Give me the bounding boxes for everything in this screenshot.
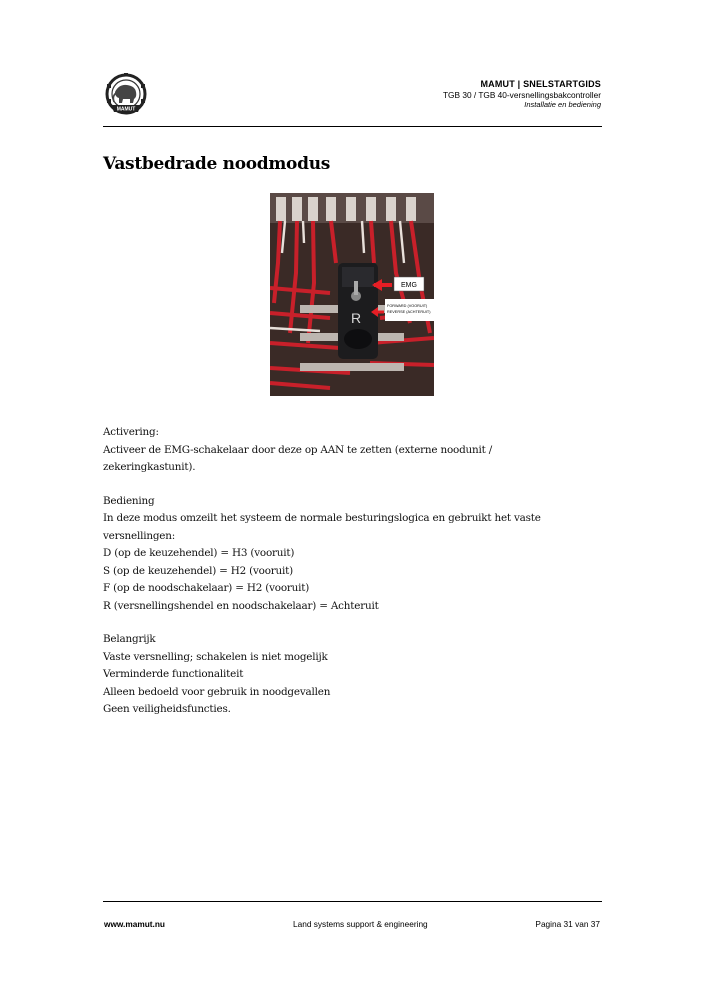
header-block xyxy=(443,79,601,110)
important-title: Belangrijk xyxy=(103,633,156,645)
important-line: Alleen bedoeld voor gebruik in noodgevallen xyxy=(103,685,331,698)
important-line: Geen veiligheidsfuncties. xyxy=(103,703,231,715)
header-section: Installatie en bediening xyxy=(524,100,601,109)
operation-intro: In deze modus omzeilt het systeem de normale besturingslogica en gebruikt het vaste versnellingen: xyxy=(103,512,541,542)
important-line: Vaste versnelling; schakelen is niet mogelijk xyxy=(103,650,328,663)
reverse-label: REVERSE (ACHTERUIT) xyxy=(387,310,431,314)
header-subtitle: TGB 30 / TGB 40-versnellingsbakcontroller xyxy=(442,90,601,100)
footer-rule xyxy=(103,901,602,902)
operation-title: Bediening xyxy=(103,494,155,507)
mamut-logo xyxy=(101,72,151,116)
activation-text: Activeer de EMG-schakelaar door deze op AAN te zetten (externe noodunit / zekeringkastunit). xyxy=(103,443,493,473)
footer-tagline: Land systems support & engineering xyxy=(293,919,428,929)
header-title: MAMUT | SNELSTARTGIDS xyxy=(480,79,601,89)
emergency-switch-photo xyxy=(270,193,434,396)
operation-line: F (op de noodschakelaar) = H2 (vooruit) xyxy=(103,582,310,594)
switch-letter: R xyxy=(350,310,362,326)
forward-label: FORWARD (VOORUIT) xyxy=(387,304,428,308)
header-rule xyxy=(103,126,602,127)
operation-line: S (op de keuzehendel) = H2 (vooruit) xyxy=(103,564,293,577)
operation-line: R (versnellingshendel en noodschakelaar) = Achteruit xyxy=(103,599,379,612)
emg-label: EMG xyxy=(401,282,417,289)
logo-text: MAMUT xyxy=(116,106,136,113)
operation-line: D (op de keuzehendel) = H3 (vooruit) xyxy=(103,547,295,559)
body-text xyxy=(103,424,553,719)
footer-website: www.mamut.nu xyxy=(104,919,165,929)
important-line: Verminderde functionaliteit xyxy=(103,668,244,680)
page-heading: Vastbedrade noodmodus xyxy=(103,154,331,174)
footer-page-number: Pagina 31 van 37 xyxy=(535,919,600,929)
activation-title: Activering: xyxy=(103,426,159,438)
